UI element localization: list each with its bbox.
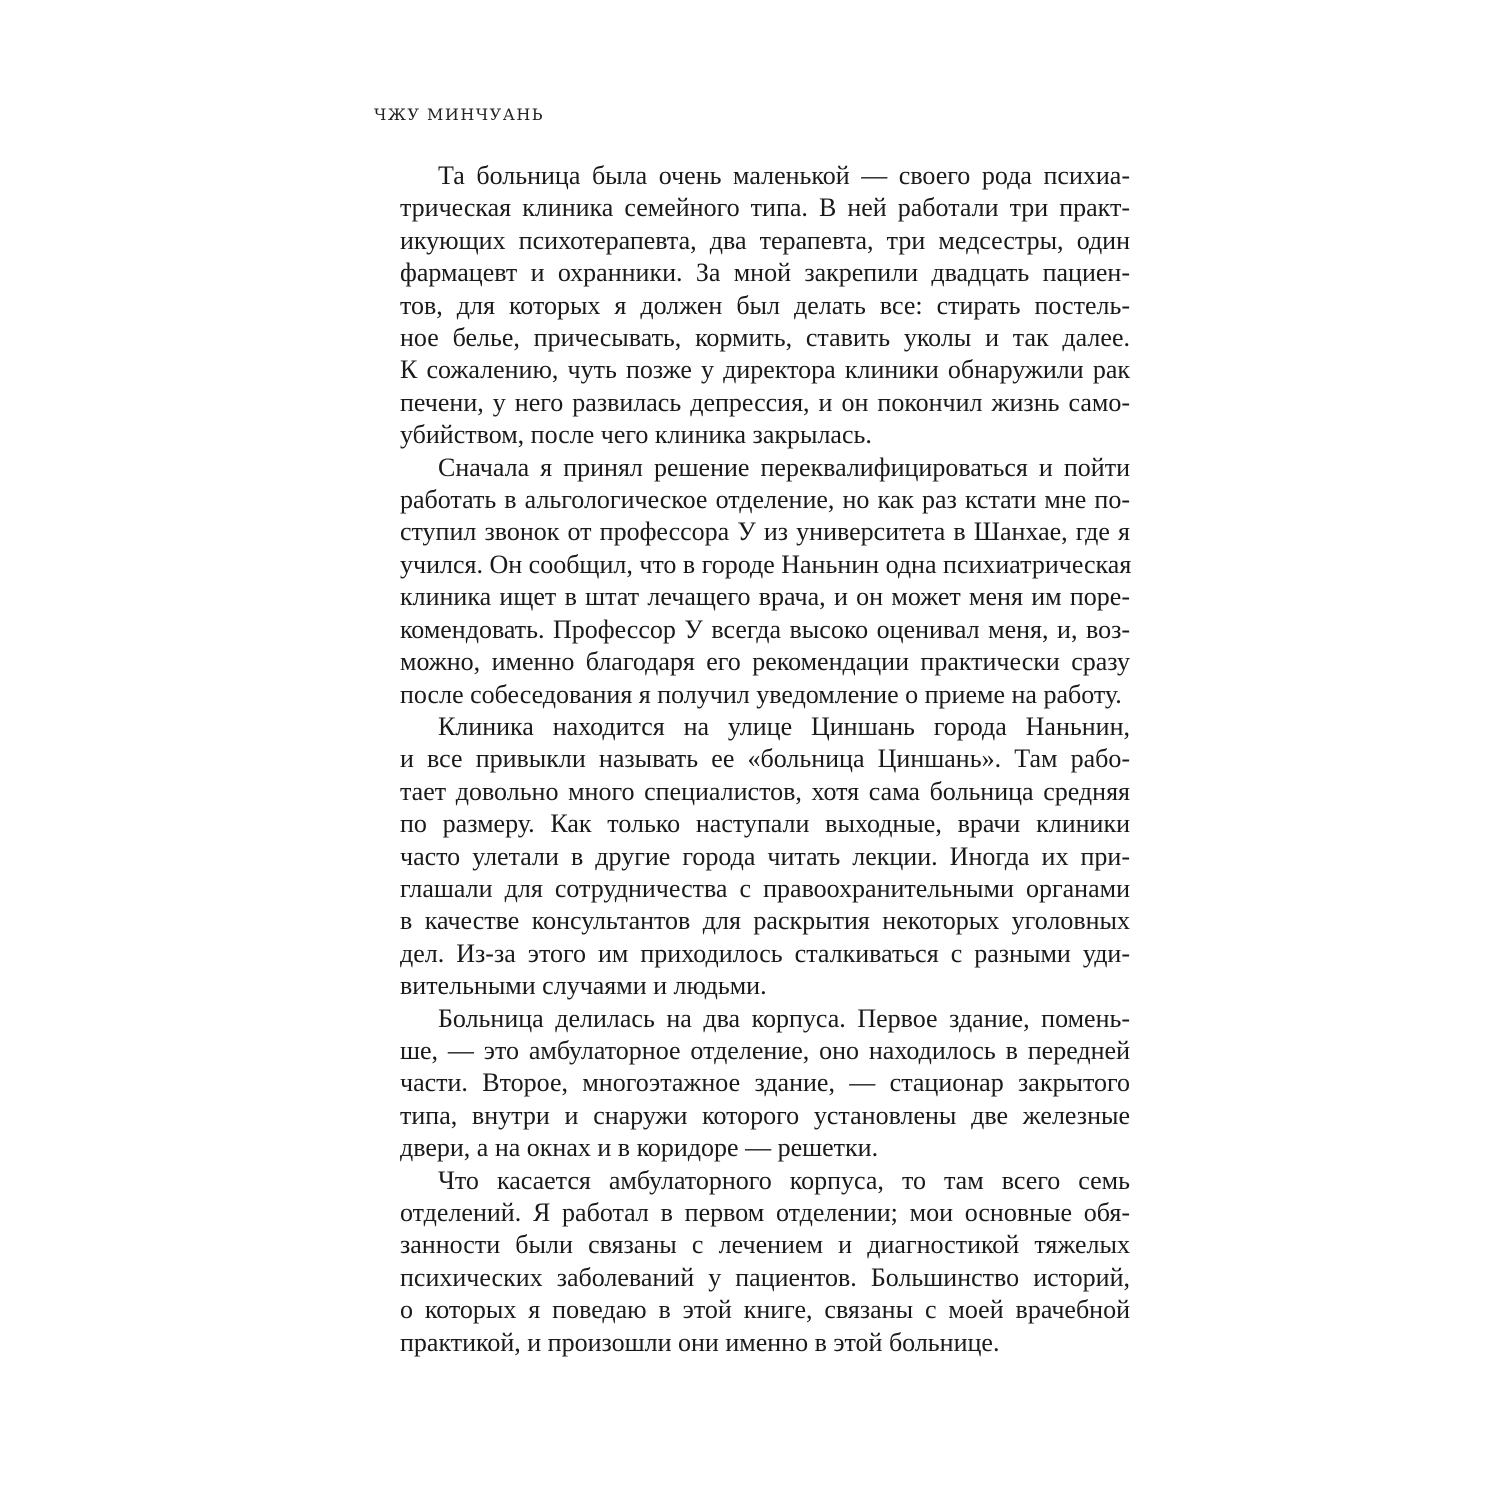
text-line: глашали для сотрудничества с правоохранительными органами xyxy=(400,873,1130,903)
text-line: комендовать. Профессор У всегда высоко оценивал меня, и, воз- xyxy=(400,614,1130,644)
text-line: ше, — это амбулаторное отделение, оно находилось в передней xyxy=(400,1035,1130,1065)
text-line: двери, а на окнах и в коридоре — решетки. xyxy=(400,1133,879,1163)
paragraph xyxy=(400,160,1130,452)
text-line: клиника ищет в штат лечащего врача, и он может меня им поре- xyxy=(400,582,1130,612)
text-line: печени, у него развилась депрессия, и он покончил жизнь само- xyxy=(400,387,1130,417)
text-line: в качестве консультантов для раскрытия некоторых уголовных xyxy=(400,906,1130,936)
text-line: практикой, и произошли они именно в этой больнице. xyxy=(400,1327,1000,1357)
body-text xyxy=(400,160,1130,1359)
text-line: части. Второе, многоэтажное здание, — стационар закрытого xyxy=(400,1068,1130,1098)
text-line: фармацевт и охранники. За мной закрепили двадцать пациен- xyxy=(400,258,1130,288)
paragraph xyxy=(400,1165,1130,1359)
text-line: отделений. Я работал в первом отделении; мои основные обя- xyxy=(400,1198,1130,1227)
text-line: тов, для которых я должен был делать все: стирать постель- xyxy=(400,290,1130,320)
text-line: икующих психотерапевта, два терапевта, три медсестры, один xyxy=(400,225,1130,255)
paragraph xyxy=(400,452,1130,711)
text-line: занности были связаны с лечением и диагностикой тяжелых xyxy=(400,1230,1130,1260)
text-line: и все привыкли называть ее «больница Циншань». Там рабо- xyxy=(400,744,1130,774)
text-line: после собеседования я получил уведомление о приеме на работу. xyxy=(400,679,1122,709)
text-line: ступил звонок от профессора У из университета в Шанхае, где я xyxy=(400,517,1130,547)
text-line: К сожалению, чуть позже у директора клиники обнаружили рак xyxy=(400,355,1130,385)
text-line: трическая клиника семейного типа. В ней работали три практ- xyxy=(400,193,1130,223)
text-line: Больница делилась на два корпуса. Первое здание, помень- xyxy=(438,1003,1130,1033)
text-line: часто улетали в другие города читать лекции. Иногда их при- xyxy=(400,841,1130,871)
text-line: по размеру. Как только наступали выходные, врачи клиники xyxy=(400,809,1130,839)
text-line: Клиника находится на улице Циншань города Наньнин, xyxy=(438,711,1130,741)
paragraph xyxy=(400,1003,1130,1165)
text-line: Та больница была очень маленькой — своего рода психиа- xyxy=(438,161,1130,190)
paragraph xyxy=(400,711,1130,1003)
text-line: типа, внутри и снаружи которого установлены две железные xyxy=(400,1100,1130,1130)
text-line: Сначала я принял решение переквалифицироваться и пойти xyxy=(438,452,1130,482)
text-line: дел. Из-за этого им приходилось сталкиваться с разными уди- xyxy=(400,938,1130,968)
text-line: учился. Он сообщил, что в городе Наньнин одна психиатрическая xyxy=(400,549,1132,579)
text-line: убийством, после чего клиника закрылась. xyxy=(400,420,872,450)
text-line: о которых я поведаю в этой книге, связаны с моей врачебной xyxy=(400,1295,1130,1325)
text-line: Что касается амбулаторного корпуса, то там всего семь xyxy=(438,1165,1130,1195)
text-line: работать в альгологическое отделение, но как раз кстати мне по- xyxy=(400,485,1130,515)
text-line: можно, именно благодаря его рекомендации практически сразу xyxy=(400,647,1130,677)
text-line: тает довольно много специалистов, хотя сама больница средняя xyxy=(400,776,1130,806)
text-line: ное белье, причесывать, кормить, ставить уколы и так далее. xyxy=(400,323,1130,353)
text-line: психических заболеваний у пациентов. Большинство историй, xyxy=(400,1262,1130,1292)
text-line: вительными случаями и людьми. xyxy=(400,971,767,1001)
running-head: ЧЖУ МИНЧУАНЬ xyxy=(374,105,545,124)
